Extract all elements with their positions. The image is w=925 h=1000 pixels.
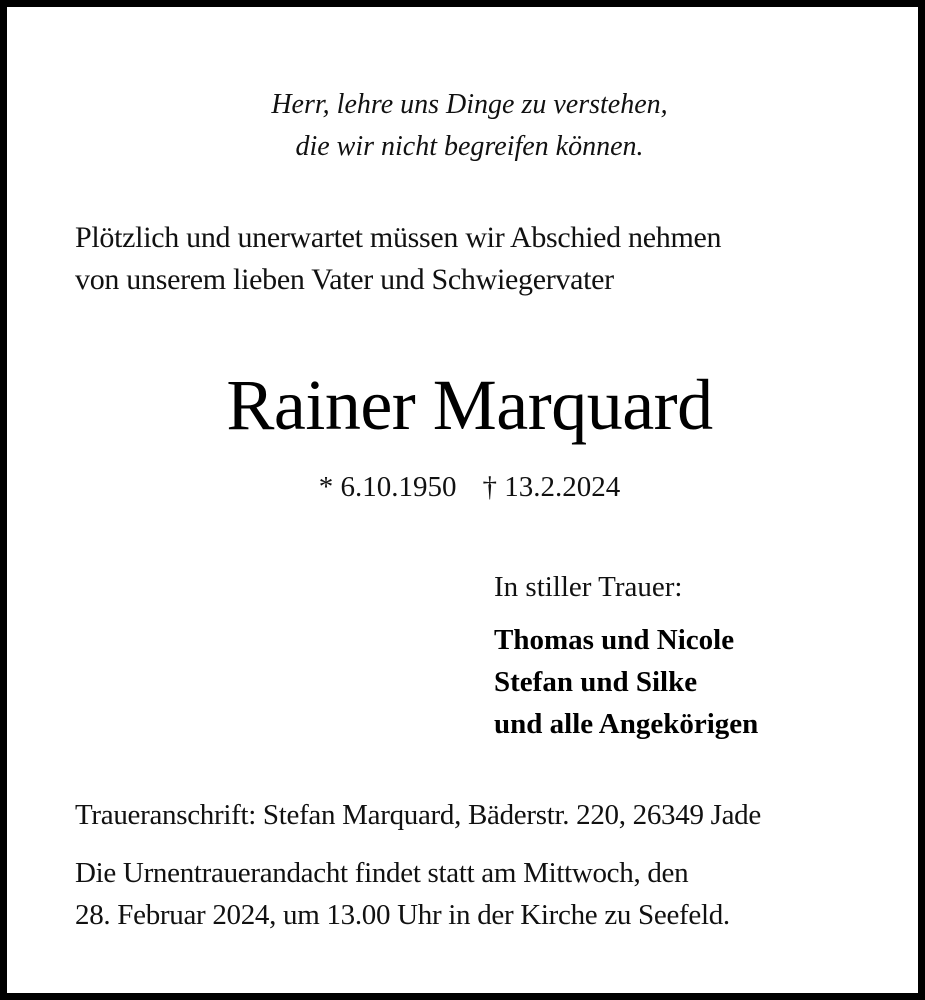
- service-info-line-2: 28. Februar 2024, um 13.00 Uhr in der Kirche zu Seefeld.: [75, 899, 730, 931]
- verse-line-2: die wir nicht begreifen können.: [295, 131, 644, 162]
- life-dates: [7, 469, 925, 505]
- verse-line-1: Herr, lehre uns Dinge zu verstehen,: [271, 89, 668, 120]
- mourner-name: und alle Angekörigen: [494, 708, 759, 740]
- intro-line-2: von unserem lieben Vater und Schwiegervater: [75, 263, 614, 296]
- deceased-name: Rainer Marquard: [226, 365, 713, 445]
- mourning-address: Traueranschrift: Stefan Marquard, Bäderstr. 220, 26349 Jade: [75, 799, 761, 831]
- mourner-name: Stefan und Silke: [494, 666, 698, 698]
- death-date: † 13.2.2024: [482, 471, 621, 503]
- service-info-line-1: Die Urnentrauerandacht findet statt am Mittwoch, den: [75, 857, 689, 889]
- birth-date: * 6.10.1950: [318, 471, 457, 503]
- mourner-name: Thomas und Nicole: [494, 624, 735, 656]
- intro-line-1: Plötzlich und unerwartet müssen wir Abschied nehmen: [75, 221, 722, 254]
- mourners-label: In stiller Trauer:: [494, 571, 683, 603]
